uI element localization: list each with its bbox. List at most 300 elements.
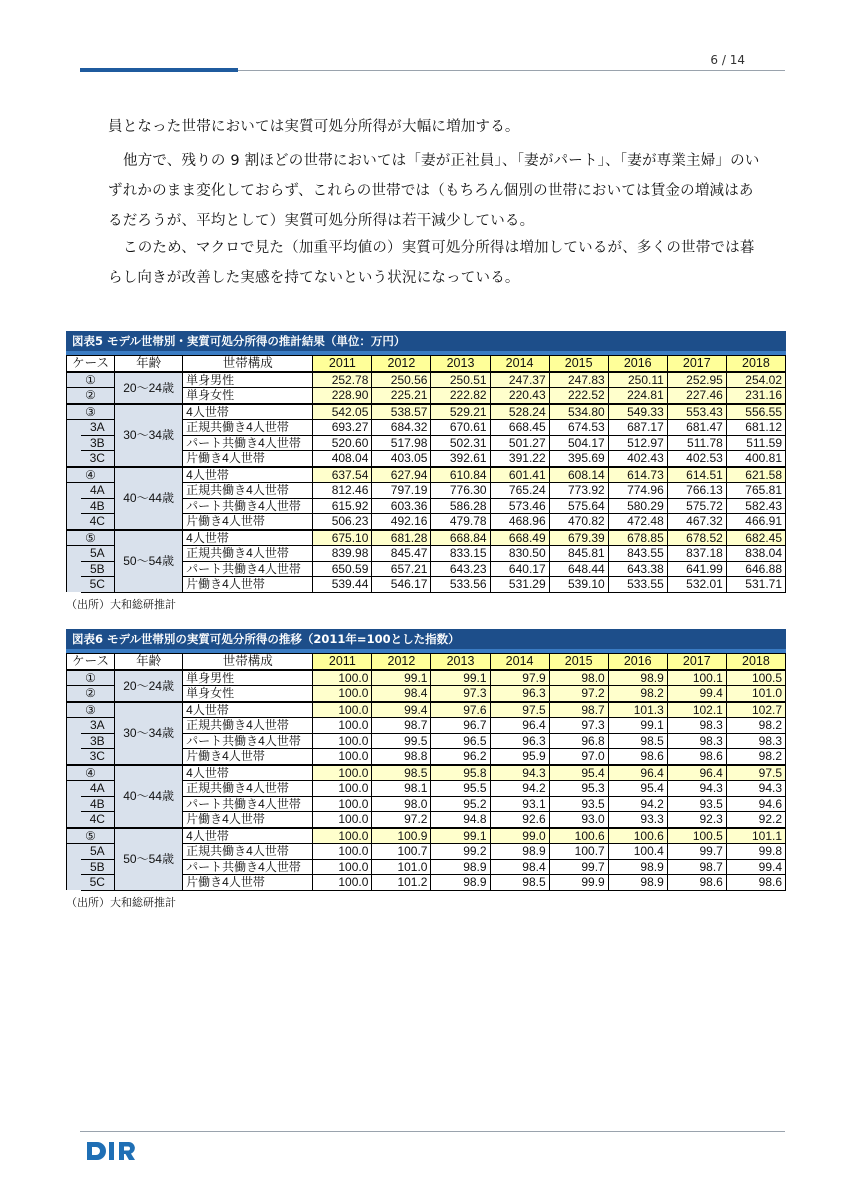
paragraph-text: 他方で、残りの 9 割ほどの世帯においては「妻が正社員」、「妻がパート」、「妻が専業主婦」のいずれかのまま変化しておらず、これらの世帯では（もちろん個別の世帯においては賃金の増減はあるだろうが、平均として）実質可処分所得は若干減少している。 (108, 153, 760, 229)
value-cell: 534.80 (549, 404, 608, 420)
value-cell: 830.50 (490, 546, 549, 562)
value-cell: 532.01 (667, 577, 726, 593)
value-cell: 773.92 (549, 483, 608, 499)
value-cell: 97.3 (431, 686, 490, 702)
composition-cell: 4人世帯 (183, 828, 313, 844)
value-cell: 95.9 (490, 749, 549, 765)
case-cell: 5A (81, 546, 115, 562)
value-cell: 99.0 (490, 828, 549, 844)
value-cell: 100.0 (313, 686, 372, 702)
value-cell: 99.1 (372, 670, 431, 686)
value-cell: 100.0 (313, 812, 372, 828)
value-cell: 99.4 (667, 686, 726, 702)
value-cell: 96.3 (490, 686, 549, 702)
table-row (67, 765, 786, 781)
value-cell: 100.0 (313, 718, 372, 734)
value-cell: 247.83 (549, 372, 608, 388)
value-cell: 838.04 (726, 546, 785, 562)
value-cell: 674.53 (549, 420, 608, 436)
value-cell: 549.33 (608, 404, 667, 420)
figure-source: （出所）大和総研推計 (66, 895, 176, 909)
composition-cell: 片働き4人世帯 (183, 875, 313, 891)
value-cell: 395.69 (549, 451, 608, 467)
value-cell: 575.64 (549, 498, 608, 514)
value-cell: 615.92 (313, 498, 372, 514)
value-cell: 608.14 (549, 467, 608, 483)
composition-cell: 単身女性 (183, 686, 313, 702)
value-cell: 812.46 (313, 483, 372, 499)
value-cell: 100.0 (313, 796, 372, 812)
value-cell: 100.0 (313, 670, 372, 686)
value-cell: 101.3 (608, 702, 667, 718)
composition-cell: パート共働き4人世帯 (183, 733, 313, 749)
value-cell: 96.4 (608, 765, 667, 781)
composition-cell: 4人世帯 (183, 467, 313, 483)
case-cell: ④ (67, 467, 115, 483)
value-cell: 774.96 (608, 483, 667, 499)
value-cell: 643.23 (431, 561, 490, 577)
value-cell: 668.84 (431, 530, 490, 546)
value-cell: 95.2 (431, 796, 490, 812)
value-cell: 765.81 (726, 483, 785, 499)
value-cell: 98.3 (667, 733, 726, 749)
case-cell: ② (67, 686, 115, 702)
case-indent (67, 781, 81, 797)
case-cell: 5B (81, 859, 115, 875)
value-cell: 472.48 (608, 514, 667, 530)
header-case: ケース (67, 654, 115, 670)
header-year: 2011 (313, 356, 372, 372)
value-cell: 93.5 (667, 796, 726, 812)
value-cell: 98.8 (372, 749, 431, 765)
case-indent (67, 561, 81, 577)
value-cell: 92.2 (726, 812, 785, 828)
value-cell: 252.95 (667, 372, 726, 388)
value-cell: 96.7 (431, 718, 490, 734)
value-cell: 98.7 (667, 859, 726, 875)
value-cell: 247.37 (490, 372, 549, 388)
value-cell: 96.3 (490, 733, 549, 749)
value-cell: 100.7 (372, 844, 431, 860)
case-cell: 3B (81, 733, 115, 749)
value-cell: 94.2 (608, 796, 667, 812)
page-number: 6 / 14 (710, 53, 745, 67)
header-year: 2013 (431, 654, 490, 670)
case-indent (67, 844, 81, 860)
value-cell: 94.3 (726, 781, 785, 797)
age-cell: 50～54歳 (115, 530, 183, 593)
case-indent (67, 435, 81, 451)
value-cell: 101.0 (372, 859, 431, 875)
value-cell: 845.47 (372, 546, 431, 562)
dir-logo-icon (83, 1137, 143, 1165)
header-composition: 世帯構成 (183, 654, 313, 670)
value-cell: 97.5 (726, 765, 785, 781)
header-year: 2011 (313, 654, 372, 670)
case-cell: 5A (81, 844, 115, 860)
composition-cell: 片働き4人世帯 (183, 749, 313, 765)
value-cell: 403.05 (372, 451, 431, 467)
case-cell: 4C (81, 812, 115, 828)
value-cell: 97.2 (372, 812, 431, 828)
case-indent (67, 733, 81, 749)
value-cell: 93.3 (608, 812, 667, 828)
header-case: ケース (67, 356, 115, 372)
value-cell: 529.21 (431, 404, 490, 420)
value-cell: 637.54 (313, 467, 372, 483)
case-indent (67, 812, 81, 828)
age-cell: 50～54歳 (115, 828, 183, 891)
value-cell: 684.32 (372, 420, 431, 436)
header-composition: 世帯構成 (183, 356, 313, 372)
value-cell: 408.04 (313, 451, 372, 467)
case-cell: 4B (81, 796, 115, 812)
composition-cell: 片働き4人世帯 (183, 451, 313, 467)
case-cell: 4A (81, 781, 115, 797)
case-indent (67, 514, 81, 530)
value-cell: 582.43 (726, 498, 785, 514)
value-cell: 220.43 (490, 388, 549, 404)
case-indent (67, 420, 81, 436)
value-cell: 101.0 (726, 686, 785, 702)
case-cell: 4B (81, 498, 115, 514)
header-year: 2018 (726, 356, 785, 372)
value-cell: 98.4 (372, 686, 431, 702)
header-year: 2017 (667, 654, 726, 670)
value-cell: 252.78 (313, 372, 372, 388)
value-cell: 511.78 (667, 435, 726, 451)
value-cell: 99.7 (549, 859, 608, 875)
composition-cell: パート共働き4人世帯 (183, 435, 313, 451)
value-cell: 100.9 (372, 828, 431, 844)
value-cell: 99.2 (431, 844, 490, 860)
value-cell: 504.17 (549, 435, 608, 451)
value-cell: 99.1 (431, 670, 490, 686)
value-cell: 99.1 (608, 718, 667, 734)
value-cell: 556.55 (726, 404, 785, 420)
composition-cell: 正規共働き4人世帯 (183, 546, 313, 562)
value-cell: 98.3 (726, 733, 785, 749)
value-cell: 466.91 (726, 514, 785, 530)
value-cell: 833.15 (431, 546, 490, 562)
value-cell: 682.45 (726, 530, 785, 546)
value-cell: 92.3 (667, 812, 726, 828)
value-cell: 99.4 (726, 859, 785, 875)
composition-cell: 片働き4人世帯 (183, 577, 313, 593)
case-cell: ② (67, 388, 115, 404)
value-cell: 97.0 (549, 749, 608, 765)
composition-cell: 正規共働き4人世帯 (183, 781, 313, 797)
paragraph-text: 員となった世帯においては実質可処分所得が大幅に増加する。 (108, 119, 520, 135)
figure-source: （出所）大和総研推計 (66, 597, 176, 611)
value-cell: 650.59 (313, 561, 372, 577)
header-row (67, 654, 786, 670)
case-indent (67, 859, 81, 875)
value-cell: 250.51 (431, 372, 490, 388)
value-cell: 98.6 (608, 749, 667, 765)
value-cell: 225.21 (372, 388, 431, 404)
value-cell: 98.7 (549, 702, 608, 718)
value-cell: 675.10 (313, 530, 372, 546)
value-cell: 610.84 (431, 467, 490, 483)
value-cell: 254.02 (726, 372, 785, 388)
case-indent (67, 483, 81, 499)
composition-cell: 4人世帯 (183, 530, 313, 546)
value-cell: 94.6 (726, 796, 785, 812)
value-cell: 546.17 (372, 577, 431, 593)
value-cell: 539.44 (313, 577, 372, 593)
value-cell: 668.49 (490, 530, 549, 546)
case-indent (67, 749, 81, 765)
case-cell: 3B (81, 435, 115, 451)
value-cell: 96.2 (431, 749, 490, 765)
value-cell: 98.5 (372, 765, 431, 781)
value-cell: 542.05 (313, 404, 372, 420)
case-indent (67, 577, 81, 593)
paragraph-text: このため、マクロで見た（加重平均値の）実質可処分所得は増加しているが、多くの世帯では暮らし向きが改善した実感を持てないという状況になっている。 (108, 240, 755, 286)
age-cell: 40～44歳 (115, 765, 183, 828)
body-paragraph-2 (108, 146, 768, 236)
value-cell: 843.55 (608, 546, 667, 562)
value-cell: 95.4 (608, 781, 667, 797)
value-cell: 100.0 (313, 765, 372, 781)
value-cell: 98.6 (726, 875, 785, 891)
value-cell: 797.19 (372, 483, 431, 499)
value-cell: 693.27 (313, 420, 372, 436)
value-cell: 506.23 (313, 514, 372, 530)
composition-cell: 単身男性 (183, 372, 313, 388)
value-cell: 102.7 (726, 702, 785, 718)
value-cell: 479.78 (431, 514, 490, 530)
value-cell: 99.1 (431, 828, 490, 844)
composition-cell: 正規共働き4人世帯 (183, 420, 313, 436)
header-year: 2015 (549, 654, 608, 670)
value-cell: 228.90 (313, 388, 372, 404)
case-cell: ④ (67, 765, 115, 781)
value-cell: 94.8 (431, 812, 490, 828)
table-row (67, 404, 786, 420)
value-cell: 98.9 (608, 859, 667, 875)
value-cell: 648.44 (549, 561, 608, 577)
value-cell: 538.57 (372, 404, 431, 420)
value-cell: 99.5 (372, 733, 431, 749)
composition-cell: パート共働き4人世帯 (183, 498, 313, 514)
value-cell: 678.85 (608, 530, 667, 546)
value-cell: 678.52 (667, 530, 726, 546)
value-cell: 586.28 (431, 498, 490, 514)
case-cell: ① (67, 670, 115, 686)
composition-cell: 正規共働き4人世帯 (183, 844, 313, 860)
value-cell: 97.9 (490, 670, 549, 686)
data-table (66, 653, 786, 891)
case-cell: ⑤ (67, 828, 115, 844)
composition-cell: 正規共働き4人世帯 (183, 483, 313, 499)
composition-cell: 4人世帯 (183, 702, 313, 718)
value-cell: 98.3 (667, 718, 726, 734)
composition-cell: 単身男性 (183, 670, 313, 686)
value-cell: 391.22 (490, 451, 549, 467)
header-row (67, 356, 786, 372)
composition-cell: パート共働き4人世帯 (183, 561, 313, 577)
table-row (67, 530, 786, 546)
value-cell: 621.58 (726, 467, 785, 483)
value-cell: 94.3 (667, 781, 726, 797)
value-cell: 601.41 (490, 467, 549, 483)
case-cell: 3C (81, 749, 115, 765)
value-cell: 845.81 (549, 546, 608, 562)
value-cell: 766.13 (667, 483, 726, 499)
value-cell: 98.7 (372, 718, 431, 734)
value-cell: 517.98 (372, 435, 431, 451)
value-cell: 98.0 (372, 796, 431, 812)
case-indent (67, 451, 81, 467)
table-row (67, 467, 786, 483)
composition-cell: 単身女性 (183, 388, 313, 404)
header-accent-bar (80, 68, 238, 72)
value-cell: 100.0 (313, 859, 372, 875)
header-year: 2014 (490, 654, 549, 670)
value-cell: 98.2 (726, 749, 785, 765)
value-cell: 224.81 (608, 388, 667, 404)
value-cell: 100.5 (667, 828, 726, 844)
value-cell: 98.5 (608, 733, 667, 749)
value-cell: 100.0 (313, 749, 372, 765)
value-cell: 95.5 (431, 781, 490, 797)
value-cell: 400.81 (726, 451, 785, 467)
value-cell: 222.52 (549, 388, 608, 404)
value-cell: 679.39 (549, 530, 608, 546)
value-cell: 657.21 (372, 561, 431, 577)
value-cell: 614.73 (608, 467, 667, 483)
value-cell: 97.2 (549, 686, 608, 702)
value-cell: 98.0 (549, 670, 608, 686)
value-cell: 94.3 (490, 765, 549, 781)
case-indent (67, 498, 81, 514)
value-cell: 93.0 (549, 812, 608, 828)
case-cell: 5C (81, 577, 115, 593)
data-table (66, 355, 786, 593)
header-year: 2012 (372, 654, 431, 670)
figure-5 (66, 331, 786, 612)
value-cell: 96.5 (431, 733, 490, 749)
value-cell: 492.16 (372, 514, 431, 530)
value-cell: 580.29 (608, 498, 667, 514)
case-indent (67, 546, 81, 562)
value-cell: 95.3 (549, 781, 608, 797)
value-cell: 94.2 (490, 781, 549, 797)
value-cell: 95.8 (431, 765, 490, 781)
table-row (67, 372, 786, 388)
composition-cell: 正規共働き4人世帯 (183, 718, 313, 734)
value-cell: 97.6 (431, 702, 490, 718)
value-cell: 250.56 (372, 372, 431, 388)
value-cell: 99.7 (667, 844, 726, 860)
value-cell: 553.43 (667, 404, 726, 420)
figure-title: 図表5 モデル世帯別・実質可処分所得の推計結果（単位：万円） (66, 331, 786, 355)
value-cell: 98.9 (608, 670, 667, 686)
value-cell: 97.3 (549, 718, 608, 734)
value-cell: 614.51 (667, 467, 726, 483)
case-indent (67, 875, 81, 891)
value-cell: 100.0 (313, 875, 372, 891)
value-cell: 533.56 (431, 577, 490, 593)
value-cell: 100.0 (313, 733, 372, 749)
value-cell: 687.17 (608, 420, 667, 436)
value-cell: 531.71 (726, 577, 785, 593)
value-cell: 222.82 (431, 388, 490, 404)
case-cell: ① (67, 372, 115, 388)
value-cell: 93.1 (490, 796, 549, 812)
value-cell: 99.8 (726, 844, 785, 860)
value-cell: 837.18 (667, 546, 726, 562)
case-indent (67, 718, 81, 734)
age-cell: 40～44歳 (115, 467, 183, 530)
value-cell: 98.6 (667, 749, 726, 765)
value-cell: 100.0 (313, 781, 372, 797)
value-cell: 98.2 (726, 718, 785, 734)
table-row (67, 702, 786, 718)
value-cell: 100.0 (313, 844, 372, 860)
value-cell: 100.5 (726, 670, 785, 686)
value-cell: 402.43 (608, 451, 667, 467)
value-cell: 681.12 (726, 420, 785, 436)
value-cell: 100.1 (667, 670, 726, 686)
value-cell: 468.96 (490, 514, 549, 530)
header-year: 2013 (431, 356, 490, 372)
value-cell: 573.46 (490, 498, 549, 514)
composition-cell: 4人世帯 (183, 765, 313, 781)
value-cell: 100.0 (313, 828, 372, 844)
value-cell: 96.8 (549, 733, 608, 749)
body-paragraph-3 (108, 233, 768, 293)
value-cell: 98.5 (490, 875, 549, 891)
case-cell: ③ (67, 404, 115, 420)
composition-cell: パート共働き4人世帯 (183, 796, 313, 812)
value-cell: 520.60 (313, 435, 372, 451)
case-cell: 3A (81, 718, 115, 734)
value-cell: 100.4 (608, 844, 667, 860)
value-cell: 227.46 (667, 388, 726, 404)
age-cell: 20～24歳 (115, 670, 183, 702)
body-paragraph-1 (108, 112, 768, 142)
value-cell: 93.5 (549, 796, 608, 812)
value-cell: 101.2 (372, 875, 431, 891)
value-cell: 501.27 (490, 435, 549, 451)
value-cell: 528.24 (490, 404, 549, 420)
value-cell: 100.0 (313, 702, 372, 718)
value-cell: 839.98 (313, 546, 372, 562)
value-cell: 392.61 (431, 451, 490, 467)
header-year: 2012 (372, 356, 431, 372)
footer-rule (80, 1131, 785, 1132)
value-cell: 603.36 (372, 498, 431, 514)
case-cell: 5C (81, 875, 115, 891)
value-cell: 502.31 (431, 435, 490, 451)
value-cell: 470.82 (549, 514, 608, 530)
value-cell: 646.88 (726, 561, 785, 577)
case-cell: 5B (81, 561, 115, 577)
figure-title: 図表6 モデル世帯別の実質可処分所得の推移（2011年=100とした指数） (66, 629, 786, 653)
value-cell: 98.2 (608, 686, 667, 702)
value-cell: 100.7 (549, 844, 608, 860)
value-cell: 627.94 (372, 467, 431, 483)
composition-cell: 片働き4人世帯 (183, 812, 313, 828)
age-cell: 30～34歳 (115, 404, 183, 467)
value-cell: 96.4 (667, 765, 726, 781)
age-cell: 30～34歳 (115, 702, 183, 765)
case-indent (67, 796, 81, 812)
value-cell: 512.97 (608, 435, 667, 451)
